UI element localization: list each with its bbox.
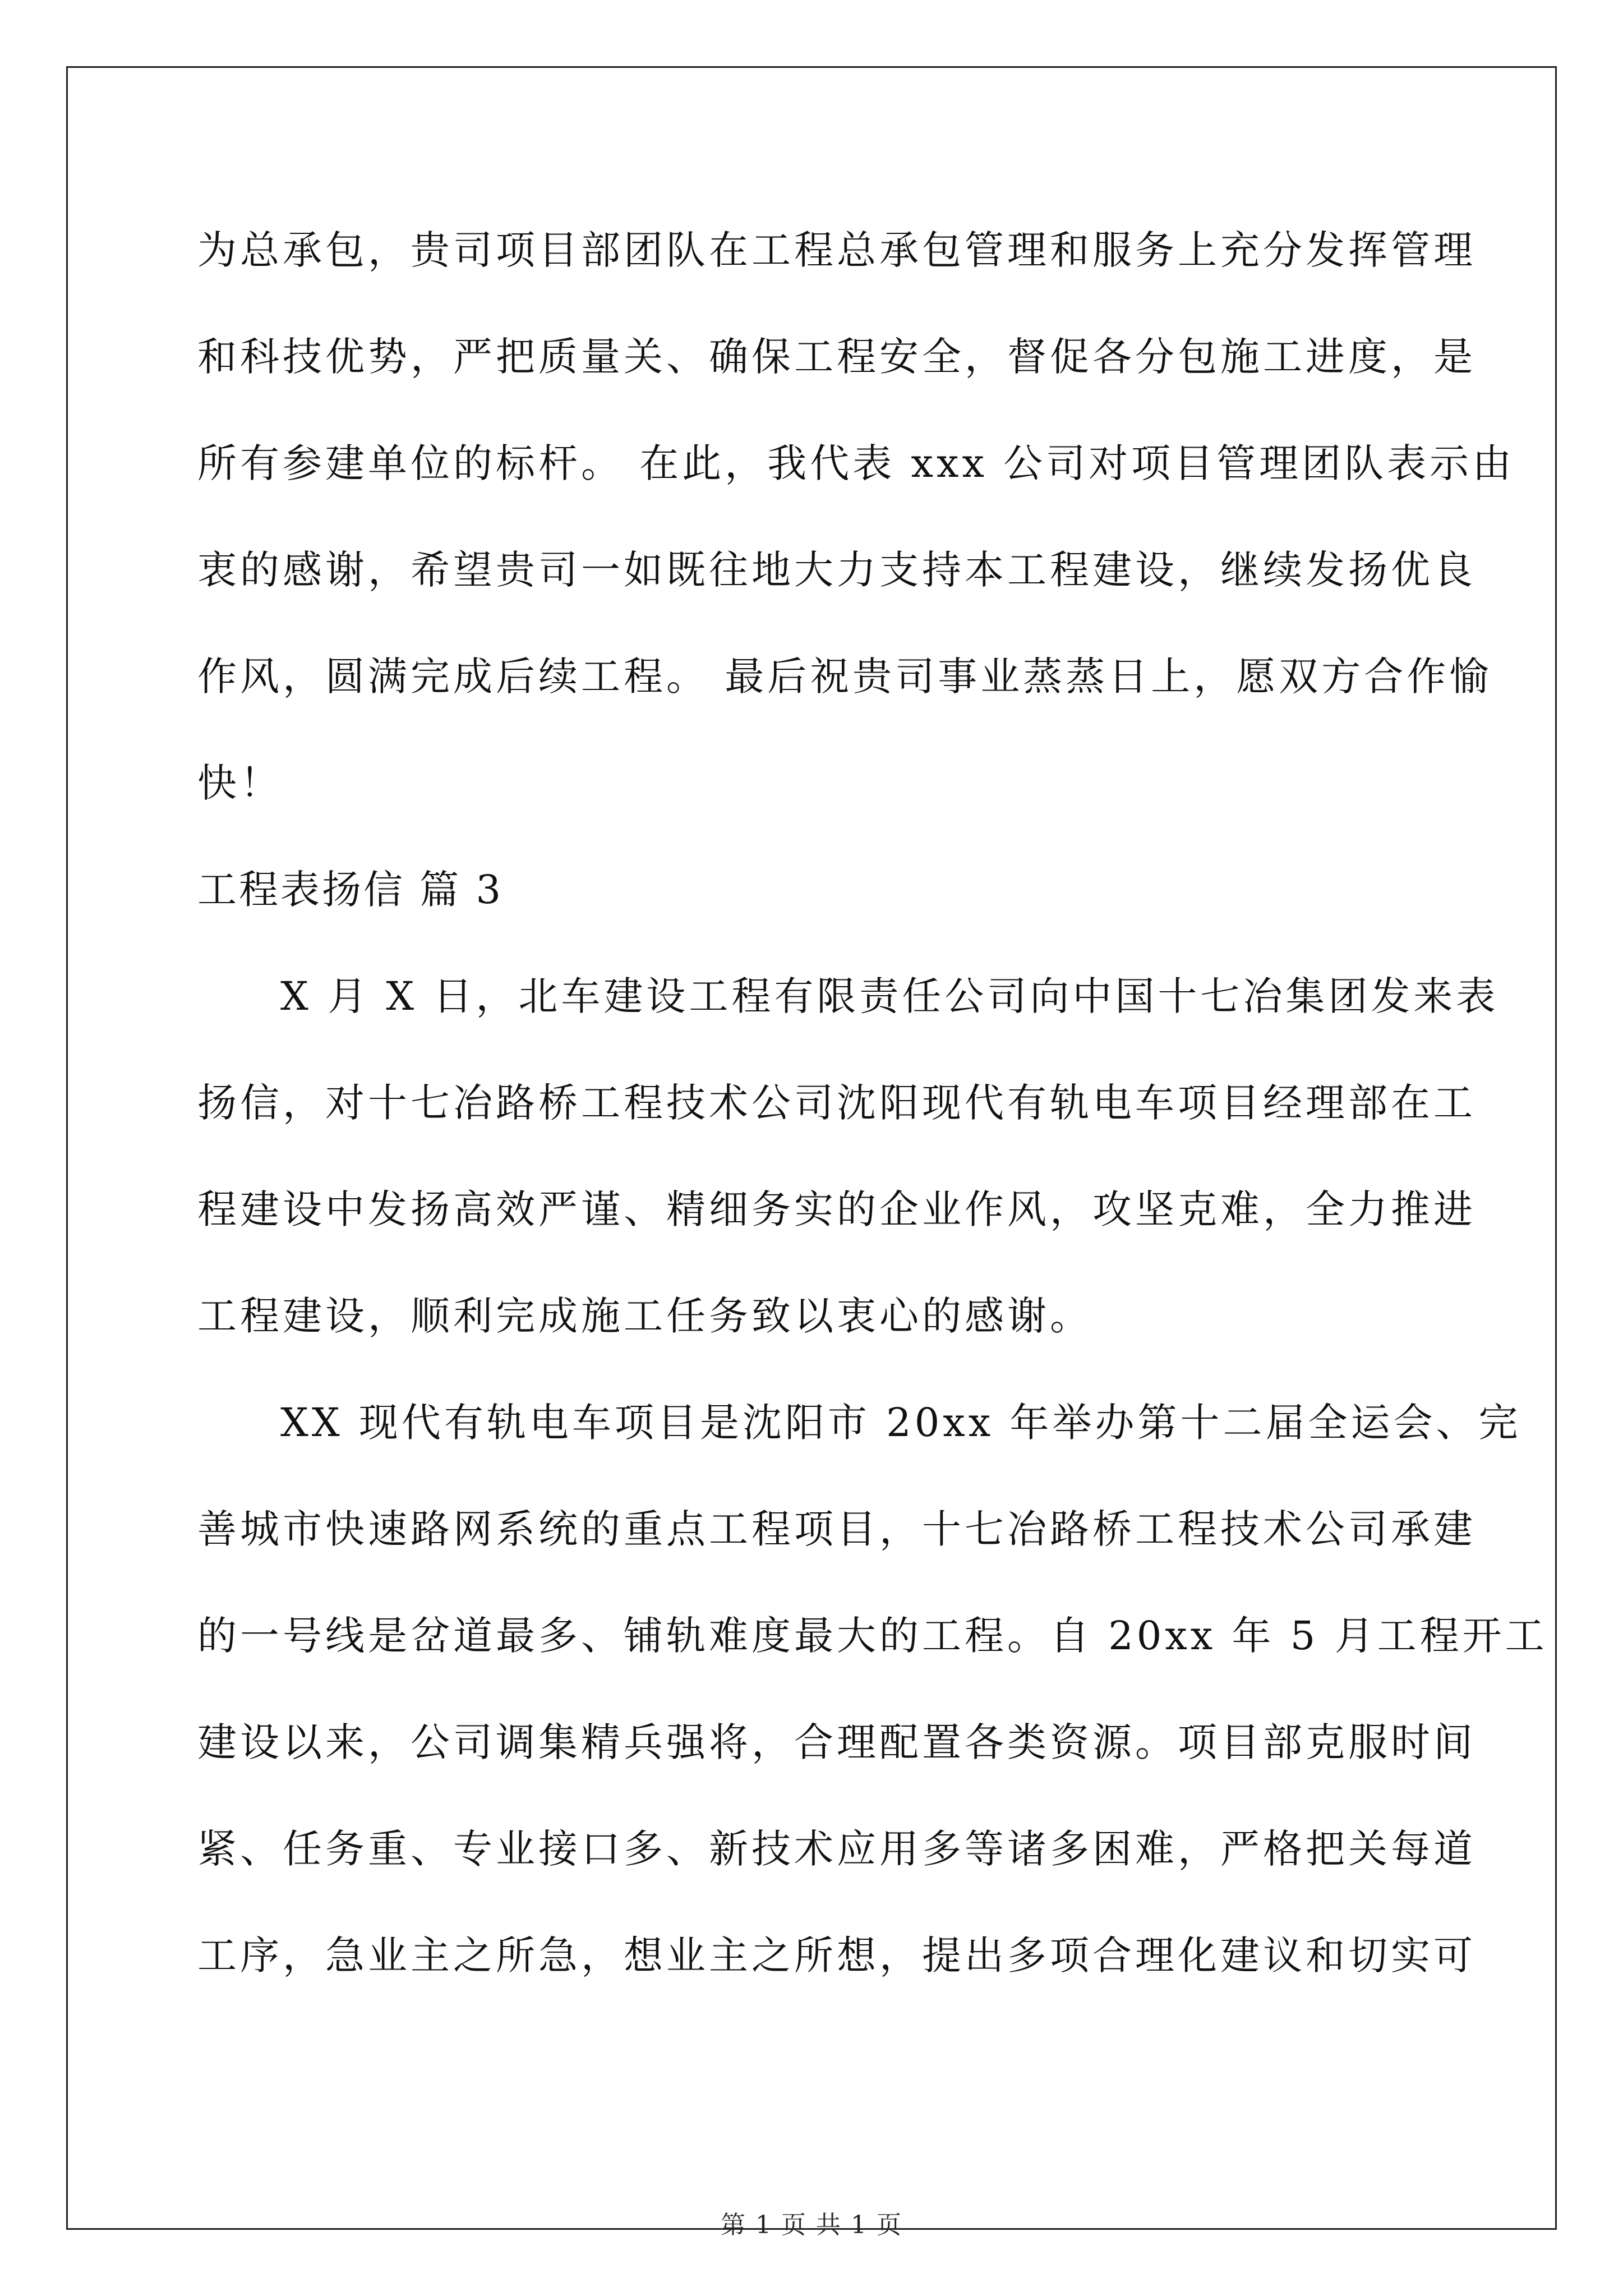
body-line: 的一号线是岔道最多、铺轨难度最大的工程。自 20xx 年 5 月工程开工 bbox=[197, 1613, 1548, 1659]
body-line: 工程建设，顺利完成施工任务致以衷心的感谢。 bbox=[197, 1293, 1092, 1339]
body-line: 所有参建单位的标杆。 在此，我代表 xxx 公司对项目管理团队表示由 bbox=[197, 440, 1515, 486]
body-line: 作风，圆满完成后续工程。 最后祝贵司事业蒸蒸日上，愿双方合作愉 bbox=[197, 654, 1492, 700]
body-line: 工序，急业主之所急，想业主之所想，提出多项合理化建议和切实可 bbox=[197, 1932, 1476, 1978]
body-line: 快！ bbox=[197, 760, 283, 806]
body-line: 程建设中发扬高效严谨、精细务实的企业作风，攻坚克难，全力推进 bbox=[197, 1186, 1476, 1232]
body-line: 善城市快速路网系统的重点工程项目，十七冶路桥工程技术公司承建 bbox=[197, 1506, 1476, 1552]
body-line: 扬信，对十七冶路桥工程技术公司沈阳现代有轨电车项目经理部在工 bbox=[197, 1080, 1476, 1126]
body-line: 紧、任务重、专业接口多、新技术应用多等诸多困难，严格把关每道 bbox=[197, 1826, 1476, 1872]
body-line: X 月 X 日，北车建设工程有限责任公司向中国十七冶集团发来表 bbox=[280, 973, 1499, 1019]
body-line: 和科技优势，严把质量关、确保工程安全，督促各分包施工进度，是 bbox=[197, 334, 1476, 380]
body-line: 为总承包，贵司项目部团队在工程总承包管理和服务上充分发挥管理 bbox=[197, 227, 1476, 273]
body-line: 建设以来，公司调集精兵强将，合理配置各类资源。项目部克服时间 bbox=[197, 1719, 1476, 1765]
body-line: 衷的感谢，希望贵司一如既往地大力支持本工程建设，继续发扬优良 bbox=[197, 547, 1476, 593]
body-line: XX 现代有轨电车项目是沈阳市 20xx 年举办第十二届全运会、完 bbox=[280, 1400, 1521, 1446]
section-heading: 工程表扬信 篇 3 bbox=[197, 867, 504, 913]
page-number-footer: 第 1 页 共 1 页 bbox=[721, 2211, 902, 2239]
document-body bbox=[197, 211, 1548, 2023]
